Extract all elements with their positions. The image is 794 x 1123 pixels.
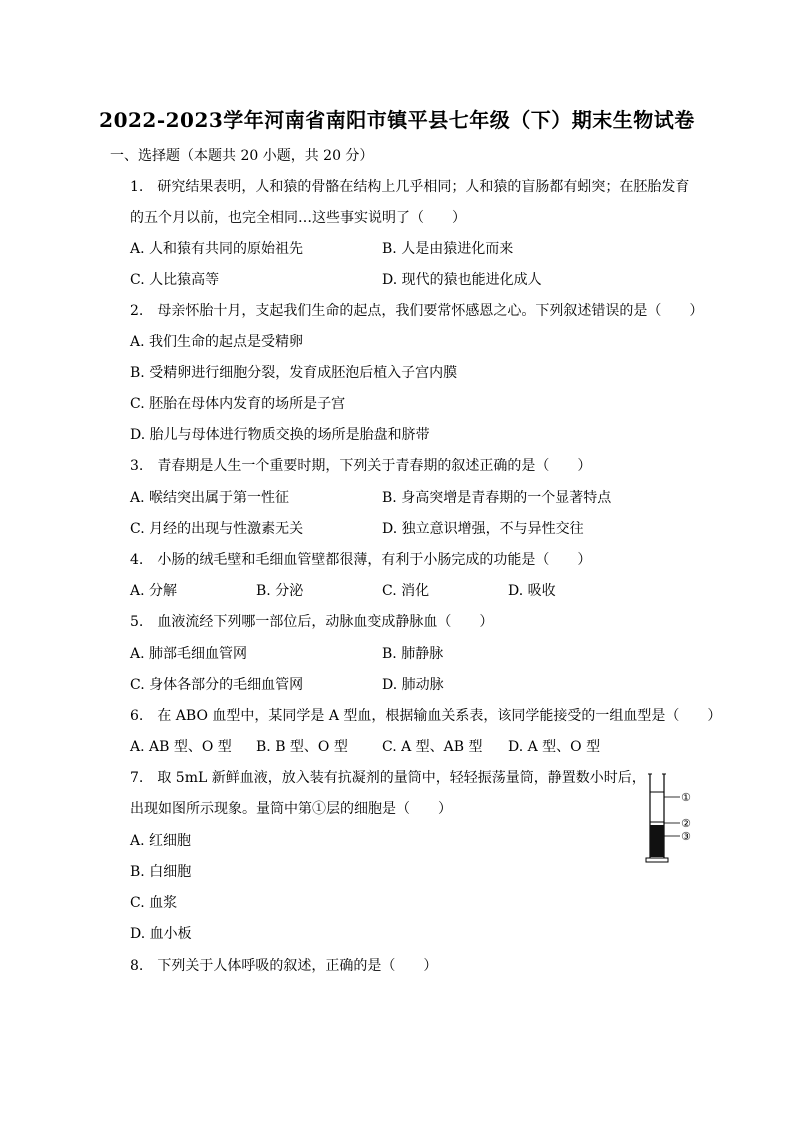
q3-option-b: B. 身高突增是青春期的一个显著特点 <box>382 490 612 506</box>
q2-option-a: A. 我们生命的起点是受精卵 <box>130 334 304 350</box>
q5-stem: 5. 血液流经下列哪一部位后，动脉血变成静脉血（ ） <box>130 614 494 630</box>
q6-option-c: C. A 型、AB 型 <box>382 739 483 755</box>
page-title: 2022-2023学年河南省南阳市镇平县七年级（下）期末生物试卷 <box>99 108 695 132</box>
q4-option-b: B. 分泌 <box>256 583 304 599</box>
q2-option-b: B. 受精卵进行细胞分裂，发育成胚泡后植入子宫内膜 <box>130 365 458 381</box>
q1-stem-line1: 1. 研究结果表明，人和猿的骨骼在结构上几乎相同；人和猿的盲肠都有蚓突；在胚胎发育 <box>130 179 690 195</box>
q6-option-d: D. A 型、O 型 <box>508 739 601 755</box>
q7-stem-line2: 出现如图所示现象。量筒中第①层的细胞是（ ） <box>130 801 452 817</box>
q7-option-a: A. 红细胞 <box>130 833 192 849</box>
q3-option-a: A. 喉结突出属于第一性征 <box>130 490 290 506</box>
q1-option-b: B. 人是由猿进化而来 <box>382 241 514 257</box>
q1-option-d: D. 现代的猿也能进化成人 <box>382 272 542 288</box>
q5-option-b: B. 肺静脉 <box>382 646 444 662</box>
q6-stem: 6. 在 ABO 血型中，某同学是 A 型血，根据输血关系表，该同学能接受的一组血型是（ ） <box>130 708 722 724</box>
q7-option-b: B. 白细胞 <box>130 864 192 880</box>
q8-stem: 8. 下列关于人体呼吸的叙述，正确的是（ ） <box>130 958 438 974</box>
q2-stem: 2. 母亲怀胎十月，支起我们生命的起点，我们要常怀感恩之心。下列叙述错误的是（ ） <box>130 303 704 319</box>
q2-option-d: D. 胎儿与母体进行物质交换的场所是胎盘和脐带 <box>130 427 430 443</box>
figure-label-2: ② <box>681 817 691 830</box>
q4-option-d: D. 吸收 <box>508 583 556 599</box>
figure-label-1: ① <box>681 791 691 804</box>
q4-option-c: C. 消化 <box>382 583 430 599</box>
q5-option-d: D. 肺动脉 <box>382 677 444 693</box>
q2-option-c: C. 胚胎在母体内发育的场所是子宫 <box>130 396 346 412</box>
q1-option-a: A. 人和猿有共同的原始祖先 <box>130 241 304 257</box>
q4-option-a: A. 分解 <box>130 583 178 599</box>
section-heading: 一、选择题（本题共 20 小题，共 20 分） <box>110 148 374 164</box>
q7-option-d: D. 血小板 <box>130 926 192 942</box>
q3-option-d: D. 独立意识增强，不与异性交往 <box>382 521 584 537</box>
q5-option-a: A. 肺部毛细血管网 <box>130 646 248 662</box>
figure-label-3: ③ <box>681 830 691 843</box>
q3-option-c: C. 月经的出现与性激素无关 <box>130 521 304 537</box>
q7-stem-line1: 7. 取 5mL 新鲜血液，放入装有抗凝剂的量筒中，轻轻振荡量筒，静置数小时后， <box>130 770 646 786</box>
q6-option-b: B. B 型、O 型 <box>256 739 348 755</box>
q1-option-c: C. 人比猿高等 <box>130 272 220 288</box>
q7-option-c: C. 血浆 <box>130 895 178 911</box>
q1-stem-line2: 的五个月以前，也完全相同…这些事实说明了（ ） <box>130 210 466 226</box>
q4-stem: 4. 小肠的绒毛壁和毛细血管壁都很薄，有利于小肠完成的功能是（ ） <box>130 552 592 568</box>
cylinder-drawing <box>646 774 680 862</box>
q6-option-a: A. AB 型、O 型 <box>130 739 232 755</box>
q5-option-c: C. 身体各部分的毛细血管网 <box>130 677 304 693</box>
graduated-cylinder-figure <box>640 770 700 866</box>
q3-stem: 3. 青春期是人生一个重要时期，下列关于青春期的叙述正确的是（ ） <box>130 458 592 474</box>
